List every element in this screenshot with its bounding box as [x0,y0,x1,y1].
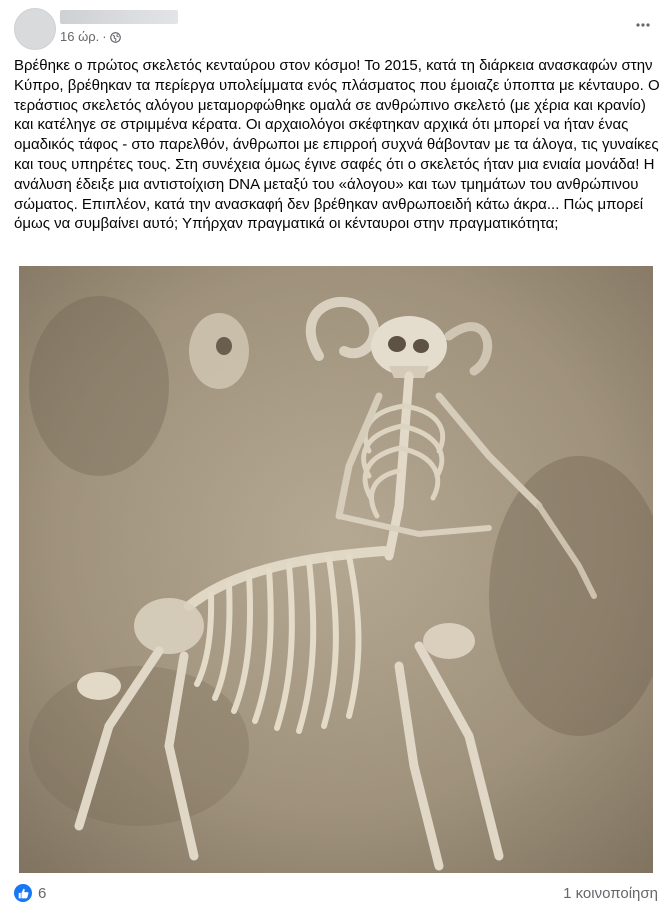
author-name-redacted[interactable] [60,10,178,24]
post-timestamp[interactable]: 16 ώρ. [60,29,100,44]
post-footer [0,876,672,913]
post-meta [60,29,121,44]
more-options-icon[interactable] [632,14,654,36]
meta-separator: · [102,29,107,44]
share-count[interactable]: 1 κοινοποίηση [563,885,658,902]
post-text: Βρέθηκε ο πρώτος σκελετός κενταύρου στον κόσμο! Το 2015, κατά τη διάρκεια ανασκαφών στην Κύπρο, βρέθηκαν τα περίεργα υπολείμματα ενός πλάσματος που έμοιαζε ύποπτα με κένταυρο. Ο τεράστιος σκελετός αλόγου μεταμορφώθηκε ομαλά σε ανθρώπινο σκελετό (με χέρια και κρανίο) και κατέληγε σε στριμμένα κέρατα. Οι αρχαιολόγοι σκέφτηκαν αρχικά ότι μπορεί να ήταν ένας ομαδικός τάφος - στο παρελθόν, άνθρωποι με επιρροή συχνά θάβονταν με τα άλογα, τις γυναίκες και τους υπηρέτες τους. Στη συνέχεια όμως έγινε σαφές ότι ο σκελετός ήταν μια ενιαία μονάδα! Η ανάλυση έδειξε μια αντιστοίχιση DNA μεταξύ του «άλογου» και των τμημάτων του ανθρώπινου σώματος. Επιπλέον, κατά την ανασκαφή δεν βρέθηκαν ανθρωποειδή κάτω άκρα... Πώς μπορεί όμως να συμβαίνει αυτό; Υπήρχαν πραγματικά οι κένταυροι στην πραγματικότητα; [14,57,660,233]
like-icon[interactable] [14,884,32,902]
skeleton-photo-illustration [19,266,653,873]
post-header [0,0,672,54]
reaction-count[interactable]: 6 [38,885,47,902]
avatar[interactable] [14,8,56,50]
post-photo[interactable] [19,266,653,873]
globe-icon[interactable] [110,31,121,42]
